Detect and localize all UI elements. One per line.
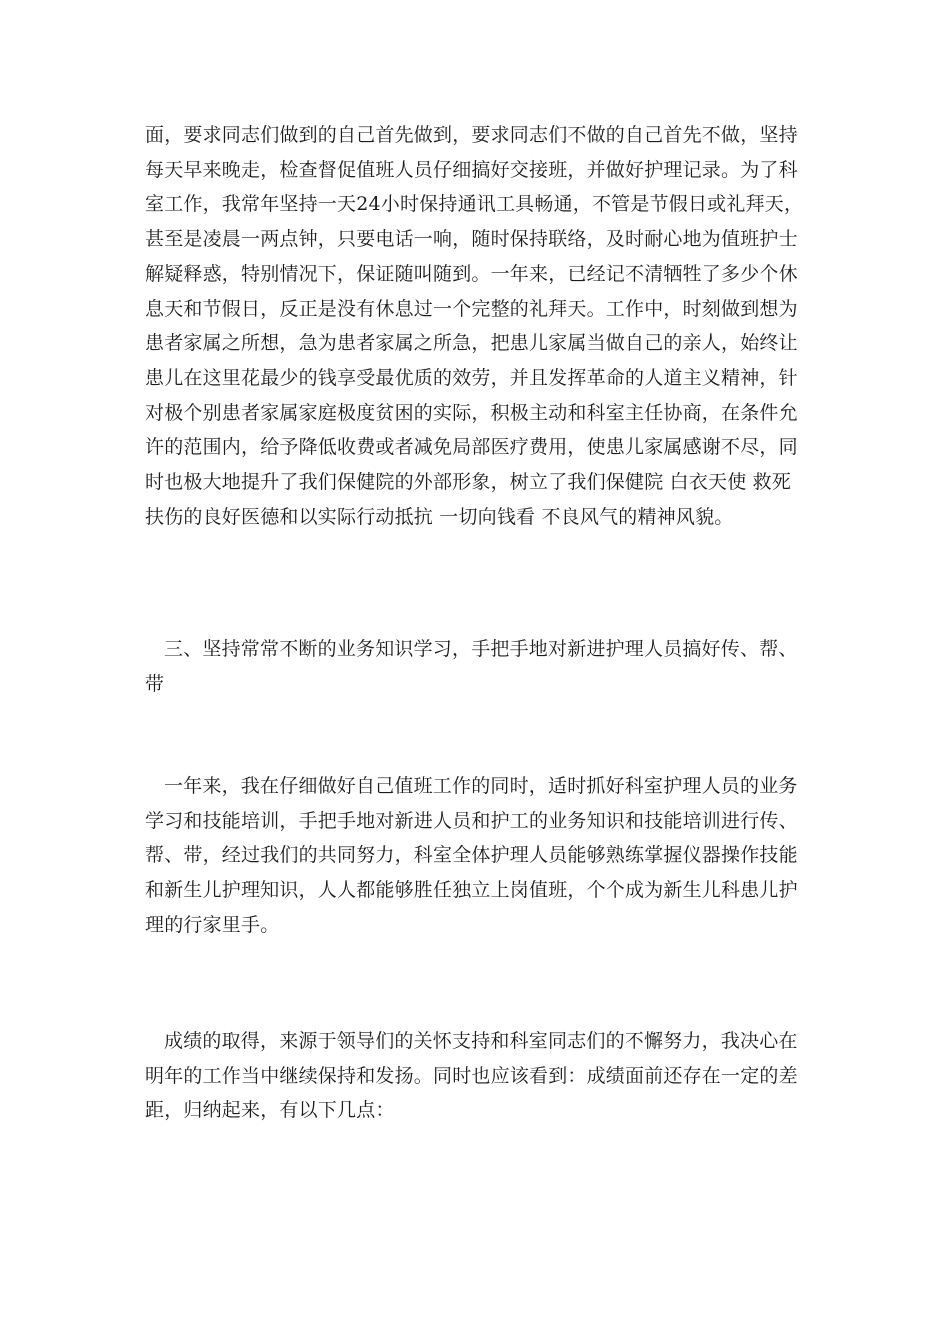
- paragraph-patient-care: 面，要求同志们做到的自己首先做到，要求同志们不做的自己首先不做，坚持每天早来晚走，检查督促值班人员仔细搞好交接班，并做好护理记录。为了科室工作，我常年坚持一天24小时保持通讯工具畅通，不管是节假日或礼拜天，甚至是凌晨一两点钟，只要电话一响，随时保持联络，及时耐心地为值班护士解疑释惑，特别情况下，保证随叫随到。一年来，已经记不清牺牲了多少个休息天和节假日，反正是没有休息过一个完整的礼拜天。工作中，时刻做到想为患者家属之所想，急为患者家属之所急，把患儿家属当做自己的亲人，始终让患儿在这里花最少的钱享受最优质的效劳，并且发挥革命的人道主义精神，针对极个别患者家属家庭极度贫困的实际，积极主动和科室主任协商，在条件允许的范围内，给予降低收费或者减免局部医疗费用，使患儿家属感谢不尽，同时也极大地提升了我们保健院的外部形象，树立了我们保健院 白衣天使 救死扶伤的良好医德和以实际行动抵抗 一切向钱看 不良风气的精神风貌。: [145, 124, 804, 528]
- paragraph-training: 一年来，我在仔细做好自己值班工作的同时，适时抓好科室护理人员的业务学习和技能培训，手把手地对新进人员和护工的业务知识和技能培训进行传、帮、带，经过我们的共同努力，科室全体护理人员能够熟练掌握仪器操作技能和新生儿护理知识，人人都能够胜任独立上岗值班，个个成为新生儿科患儿护理的行家里手。: [145, 775, 798, 936]
- paragraph-achievements: 成绩的取得，来源于领导们的关怀支持和科室同志们的不懈努力，我决心在明年的工作当中继续保持和发扬。同时也应该看到：成绩面前还存在一定的差距，归纳起来，有以下几点：: [145, 1030, 798, 1122]
- section-heading-training: 三、坚持常常不断的业务知识学习，手把手地对新进护理人员搞好传、帮、带: [145, 638, 798, 695]
